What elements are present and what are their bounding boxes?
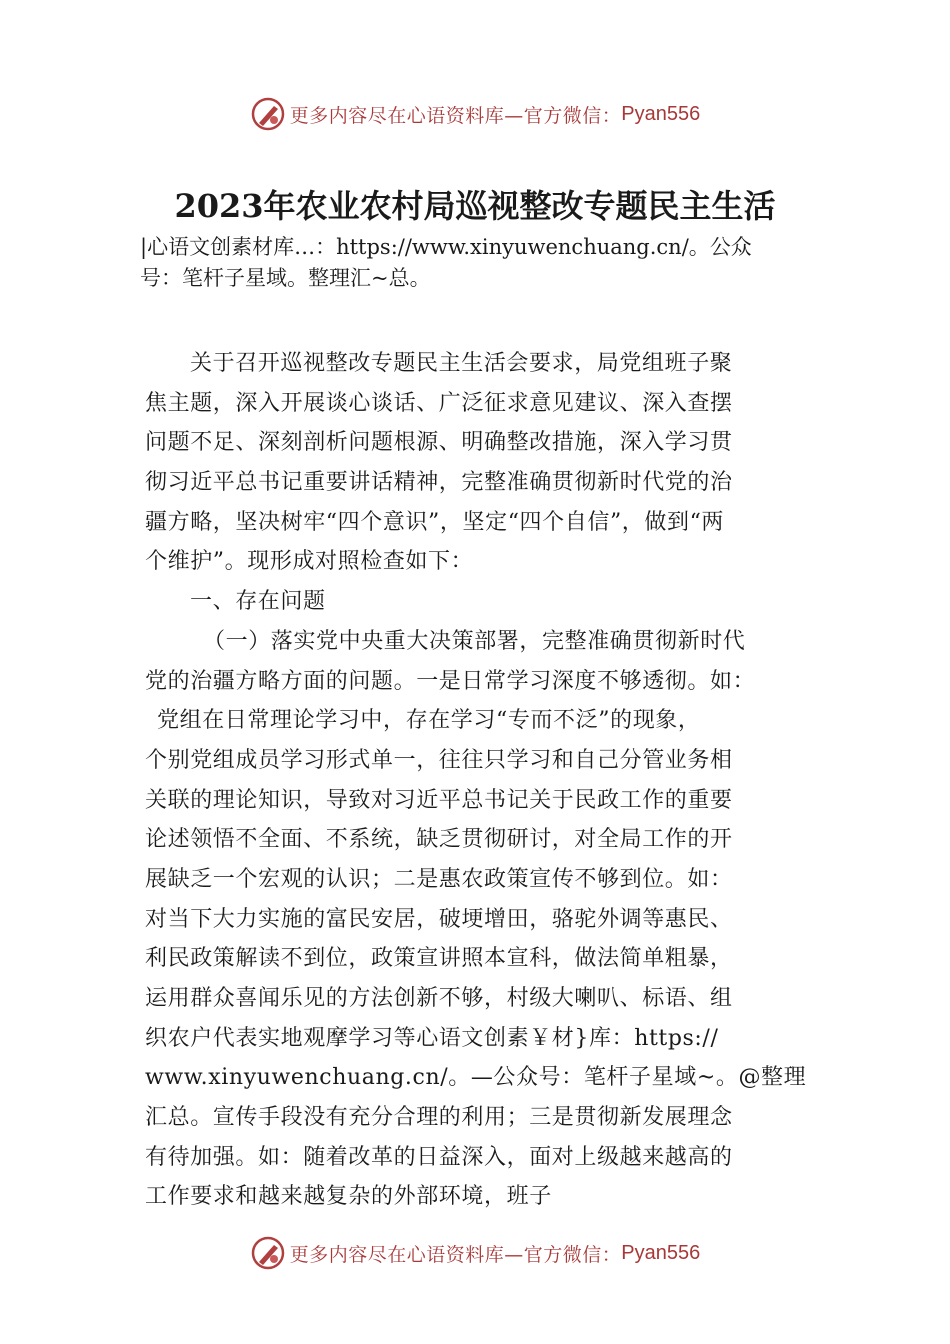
source-note — [140, 232, 840, 294]
paragraph-line: 工作要求和越来越复杂的外部环境，班子 — [145, 1184, 552, 1210]
header-banner — [0, 94, 950, 134]
section-heading: 一、存在问题 — [190, 589, 326, 615]
footer-banner — [0, 1233, 950, 1273]
paragraph-line: 关于召开巡视整改专题民主生活会要求，局党组班子聚 — [190, 351, 733, 376]
pen-logo-icon — [250, 1235, 286, 1271]
document-body — [145, 344, 825, 1217]
paragraph-line: 汇总。宣传手段没有充分合理的利用；三是贯彻新发展理念 — [145, 1105, 733, 1131]
paragraph-line: 织农户代表实地观摩学习等心语文创素￥材}库：https:// — [145, 1025, 719, 1051]
paragraph-line: www.xinyuwenchuang.cn/。—公众号：笔杆子星域~。@整理 — [145, 1065, 807, 1091]
paragraph-line: 问题不足、深刻剖析问题根源、明确整改措施，深入学习贯 — [145, 430, 733, 456]
pen-logo-icon — [250, 96, 286, 132]
paragraph-line: 彻习近平总书记重要讲话精神，完整准确贯彻新时代党的治 — [145, 470, 733, 496]
banner-handle: Pyan556 — [621, 1241, 701, 1264]
source-line: 号：笔杆子星域。整理汇~总。 — [140, 266, 431, 290]
document-title: 2023年农业农村局巡视整改专题民主生活 — [174, 187, 776, 225]
paragraph-line: 论述领悟不全面、不系统，缺乏贯彻研讨，对全局工作的开 — [145, 827, 733, 853]
paragraph-line: 利民政策解读不到位，政策宣讲照本宣科，做法简单粗暴， — [145, 946, 733, 972]
banner-text: 更多内容尽在心语资料库—官方微信： — [289, 104, 622, 127]
paragraph-line: 党的治疆方略方面的问题。一是日常学习深度不够透彻。如： — [145, 668, 756, 694]
paragraph-line: 有待加强。如：随着改革的日益深入，面对上级越来越高的 — [145, 1144, 733, 1170]
paragraph-line: 展缺乏一个宏观的认识；二是惠农政策宣传不够到位。如： — [145, 866, 733, 892]
paragraph-line: 对当下大力实施的富民安居，破埂增田，骆驼外调等惠民、 — [145, 906, 733, 932]
banner-handle: Pyan556 — [621, 102, 701, 125]
paragraph-line: 个别党组成员学习形式单一，往往只学习和自己分管业务相 — [145, 747, 733, 773]
paragraph-line: 焦主题，深入开展谈心谈话、广泛征求意见建议、深入查摆 — [145, 390, 733, 416]
source-line: |心语文创素材库…：https://www.xinyuwenchuang.cn/。公众 — [140, 235, 752, 259]
banner-text: 更多内容尽在心语资料库—官方微信： — [289, 1243, 622, 1266]
paragraph-line: 个维护”。现形成对照检查如下： — [145, 549, 474, 575]
paragraph-line: 党组在日常理论学习中，存在学习“专而不泛”的现象， — [157, 708, 701, 734]
paragraph-line: 运用群众喜闻乐见的方法创新不够，村级大喇叭、标语、组 — [145, 986, 733, 1011]
paragraph-line: （一）落实党中央重大决策部署，完整准确贯彻新时代 — [203, 628, 746, 654]
paragraph-line: 关联的理论知识，导致对习近平总书记关于民政工作的重要 — [145, 787, 733, 813]
paragraph-line: 疆方略，坚决树牢“四个意识”，坚定“四个自信”，做到“两 — [145, 509, 725, 535]
